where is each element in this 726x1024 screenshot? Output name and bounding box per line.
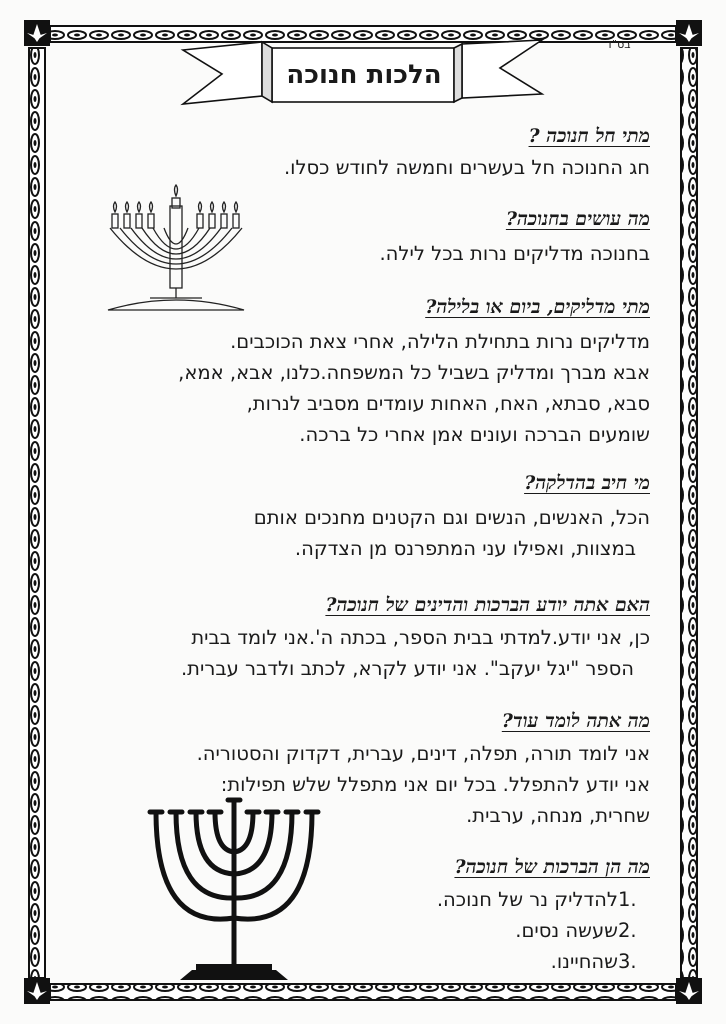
blessing-text: להדליק נר של חנוכה. [436, 888, 618, 911]
answer-line: הספר "יגל יעקב". אני יודע לקרא, לכתב ולדבר עברית. [180, 657, 634, 680]
answer-line: בחנוכה מדליקים נרות בכל לילה. [379, 242, 650, 265]
list-number: 1. [618, 888, 637, 911]
corner-ornament [24, 20, 50, 46]
menorah-base [180, 964, 288, 980]
answer-line: שומעים הברכה ועונים אמן אחרי כל ברכה. [299, 423, 650, 446]
list-number: 2. [618, 919, 637, 942]
list-item [437, 915, 650, 946]
corner-ornament [676, 978, 702, 1004]
answer-line: שחרית, מנחה, ערבית. [466, 804, 650, 827]
question-heading: האם אתה יודע הברכות והדינים של חנוכה? [325, 594, 650, 616]
blessings-list [437, 884, 650, 977]
list-number: 3. [618, 950, 637, 973]
answer-text [379, 238, 650, 269]
answer-text [284, 152, 650, 183]
answer-line: כן, אני יודע.למדתי בבית הספר, בכתה ה'.אני לומד בבית [191, 626, 650, 649]
bsd-mark: בס"ד [606, 38, 631, 51]
question-heading: מה אתה לומד עוד? [501, 710, 650, 732]
answer-line: הכל, האנשים, הנשים וגם הקטנים מחנכים אותם [253, 506, 650, 529]
answer-line: אני יודע להתפלל. בכל יום אני מתפלל שלש תפילות: [220, 773, 650, 796]
answer-text [437, 884, 650, 977]
question-heading: מתי חל חנוכה ? [528, 125, 650, 147]
answer-text [254, 502, 650, 564]
question-heading: מי חיב בהדלקה? [524, 472, 650, 494]
answer-line: אבא מברך ומדליק בשביל כל המשפחה.כלנו, אבא, אמא, [178, 361, 650, 384]
answer-line: סבא, סבתא, האח, האחות עומדים מסביב לנרות, [246, 392, 650, 415]
answer-line: אני לומד תורה, תפלה, דינים, עברית, דקדוק והסטוריה. [196, 742, 650, 765]
answer-text [197, 738, 650, 831]
page-title: הלכות חנוכה [286, 60, 442, 90]
corner-ornament [24, 978, 50, 1004]
blessing-text: שעשה נסים. [515, 919, 618, 942]
answer-text [178, 326, 650, 450]
answer-line: חג החנוכה חל בעשרים וחמשה לחודש כסלו. [283, 156, 650, 179]
question-heading: מתי מדליקים, ביום או בלילה? [425, 296, 650, 318]
question-heading: מה הן הברכות של חנוכה? [454, 856, 650, 878]
lit-menorah-outline-icon [108, 185, 244, 310]
answer-text [181, 622, 650, 684]
answer-line: במצוות, ואפילו עני המתפרנס מן הצדקה. [294, 537, 636, 560]
list-item [437, 884, 650, 915]
question-heading: מה עושים בחנוכה? [505, 208, 650, 230]
answer-line: מדליקים נרות בתחילת הלילה, אחרי צאת הכוכבים. [230, 330, 650, 353]
list-item [437, 946, 650, 977]
blessing-text: שהחיינו. [550, 950, 618, 973]
corner-ornament [676, 20, 702, 46]
